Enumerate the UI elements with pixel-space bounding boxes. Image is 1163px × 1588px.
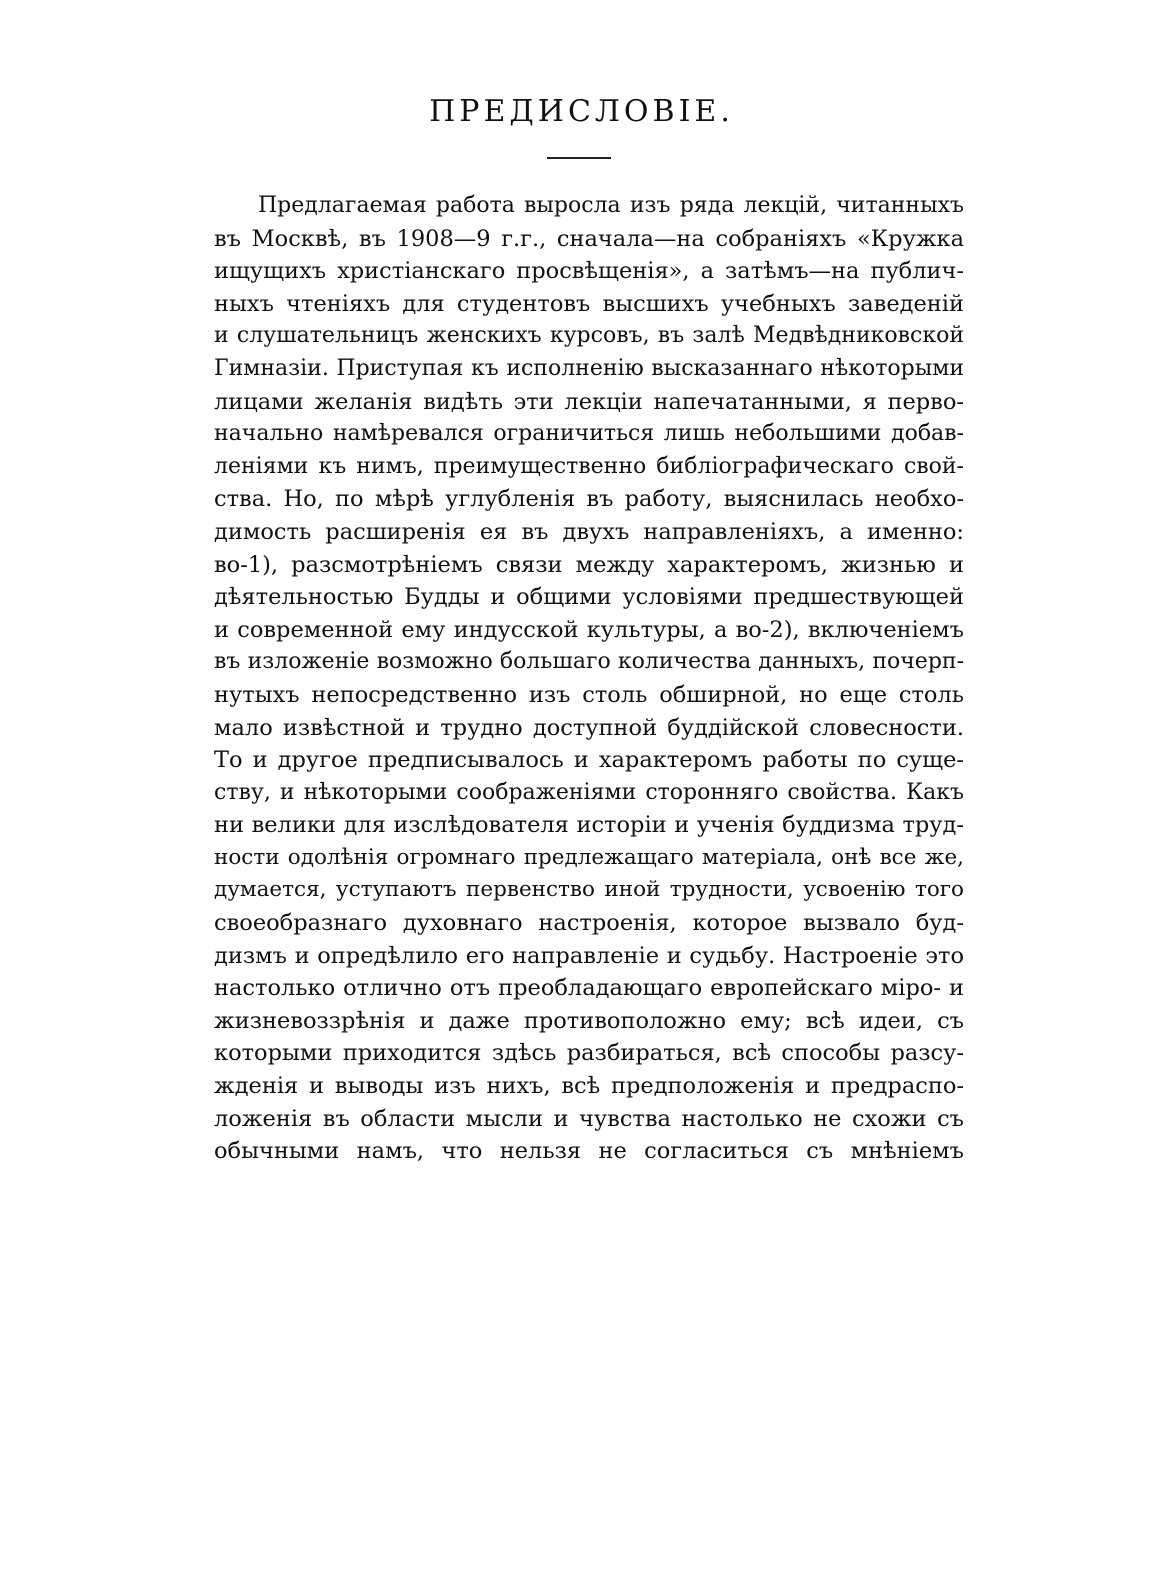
text-line: ложенія въ области мысли и чувства настолько не схожи съ: [214, 1105, 964, 1132]
text-line: и современной ему индусской культуры, а во-2), включеніемъ: [214, 616, 964, 643]
text-line: дизмъ и опредѣлило его направленіе и судьбу. Настроеніе это: [214, 942, 964, 969]
text-line: дѣятельностью Будды и общими условіями предшествующей: [214, 584, 964, 611]
text-line: мало извѣстной и трудно доступной буддійской словесности.: [214, 714, 964, 741]
text-line: въ Москвѣ, въ 1908—9 г.г., сначала—на собраніяхъ «Кружка: [214, 225, 964, 252]
text-line: ства. Но, по мѣрѣ углубленія въ работу, выяснилась необхо-: [214, 486, 964, 513]
text-line: нутыхъ непосредственно изъ столь обширной, но еще столь: [214, 681, 964, 708]
text-line: жденія и выводы изъ нихъ, всѣ предположенія и предраспо-: [214, 1073, 964, 1100]
preface-text: [214, 190, 964, 1168]
text-line: настолько отлично отъ преобладающаго европейскаго міро- и: [214, 975, 964, 1002]
text-line: ни велики для изслѣдователя исторіи и ученія буддизма труд-: [214, 812, 964, 839]
text-line: и слушательницъ женскихъ курсовъ, въ залѣ Медвѣдниковской: [214, 323, 964, 349]
title-divider: [547, 157, 611, 159]
text-line: димость расширенія ея въ двухъ направленіяхъ, а именно:: [214, 518, 964, 545]
text-line: своеобразнаго духовнаго настроенія, которое вызвало буд-: [214, 910, 964, 937]
text-line: ности одолѣнія огромнаго предлежащаго матеріала, онѣ все же,: [214, 844, 964, 870]
text-line: ныхъ чтеніяхъ для студентовъ высшихъ учебныхъ заведеній: [214, 290, 964, 317]
text-line: жизневоззрѣнія и даже противоположно ему; всѣ идеи, съ: [214, 1007, 964, 1034]
text-line: начально намѣревался ограничиться лишь небольшими добав-: [214, 421, 964, 447]
text-line: которыми приходится здѣсь разбираться, всѣ способы разсу-: [214, 1040, 964, 1067]
text-line: во-1), разсмотрѣніемъ связи между характеромъ, жизнью и: [214, 551, 964, 578]
page-title: ПРЕДИСЛОВІЕ.: [429, 94, 734, 129]
text-line: въ изложеніе возможно большаго количества данныхъ, почерп-: [214, 649, 964, 675]
text-line: Гимназіи. Приступая къ исполненію высказаннаго нѣкоторыми: [214, 355, 964, 381]
text-line: обычными намъ, что нельзя не согласиться съ мнѣніемъ: [214, 1138, 964, 1165]
text-line: Предлагаемая работа выросла изъ ряда лекцій, читанныхъ: [258, 193, 964, 218]
text-line: ству, и нѣкоторыми соображеніями сторонняго свойства. Какъ: [214, 779, 964, 805]
text-line: ищущихъ христіанскаго просвѣщенія», а затѣмъ—на публич-: [214, 258, 964, 285]
text-line: леніями къ нимъ, преимущественно библіографическаго свой-: [214, 453, 964, 479]
text-line: То и другое предписывалось и характеромъ работы по суще-: [214, 747, 964, 774]
text-line: лицами желанія видѣть эти лекціи напечатанными, я перво-: [214, 388, 964, 415]
text-line: думается, уступаютъ первенство иной трудности, усвоенію того: [214, 877, 964, 903]
